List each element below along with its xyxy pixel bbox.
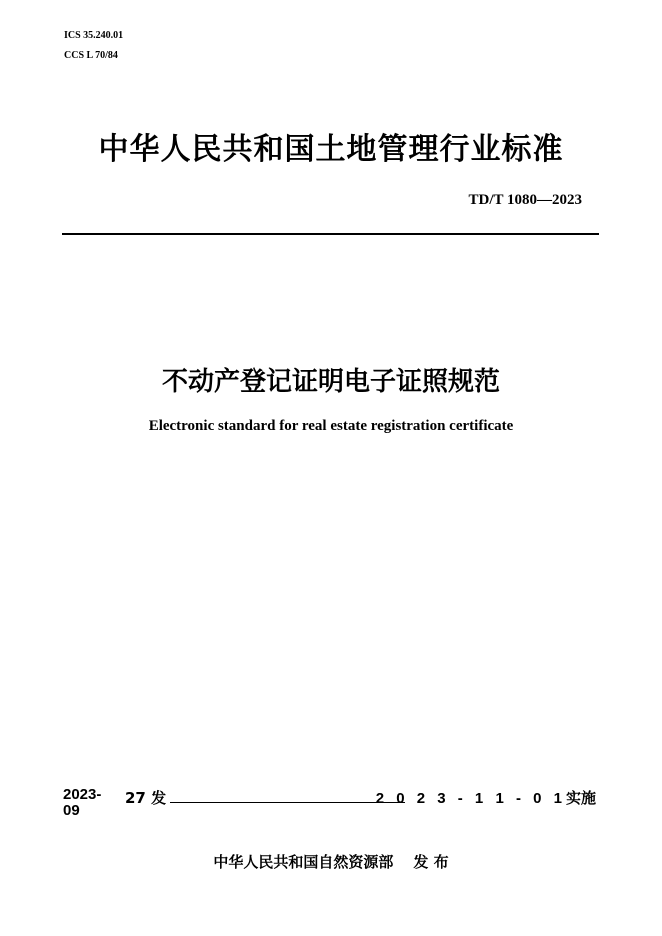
document-title-chinese: 不动产登记证明电子证照规范 [161, 367, 500, 397]
ccs-code: CCS L 70/84 [64, 50, 118, 61]
publish-date [63, 786, 167, 819]
document-title-english: Electronic standard for real estate registration certificate [148, 418, 514, 434]
ics-code: ICS 35.240.01 [64, 30, 124, 41]
footer-divider [170, 802, 405, 803]
standard-number: TD/T 1080—2023 [468, 192, 582, 208]
effective-date-value: 2 0 2 3 - 1 1 - 0 1 [375, 790, 566, 807]
issuing-category-title: 中华人民共和国土地管理行业标准 [98, 132, 564, 167]
publish-date-day-label: 27 发 [125, 789, 167, 807]
publish-date-year-month: 2023-09 [63, 786, 102, 819]
issue-label: 发 布 [413, 853, 449, 871]
issuer-line [0, 851, 662, 872]
effective-date [376, 787, 596, 808]
effective-label: 实施 [565, 789, 596, 807]
issuer-name: 中华人民共和国自然资源部 [213, 853, 394, 871]
header-divider [62, 233, 599, 235]
